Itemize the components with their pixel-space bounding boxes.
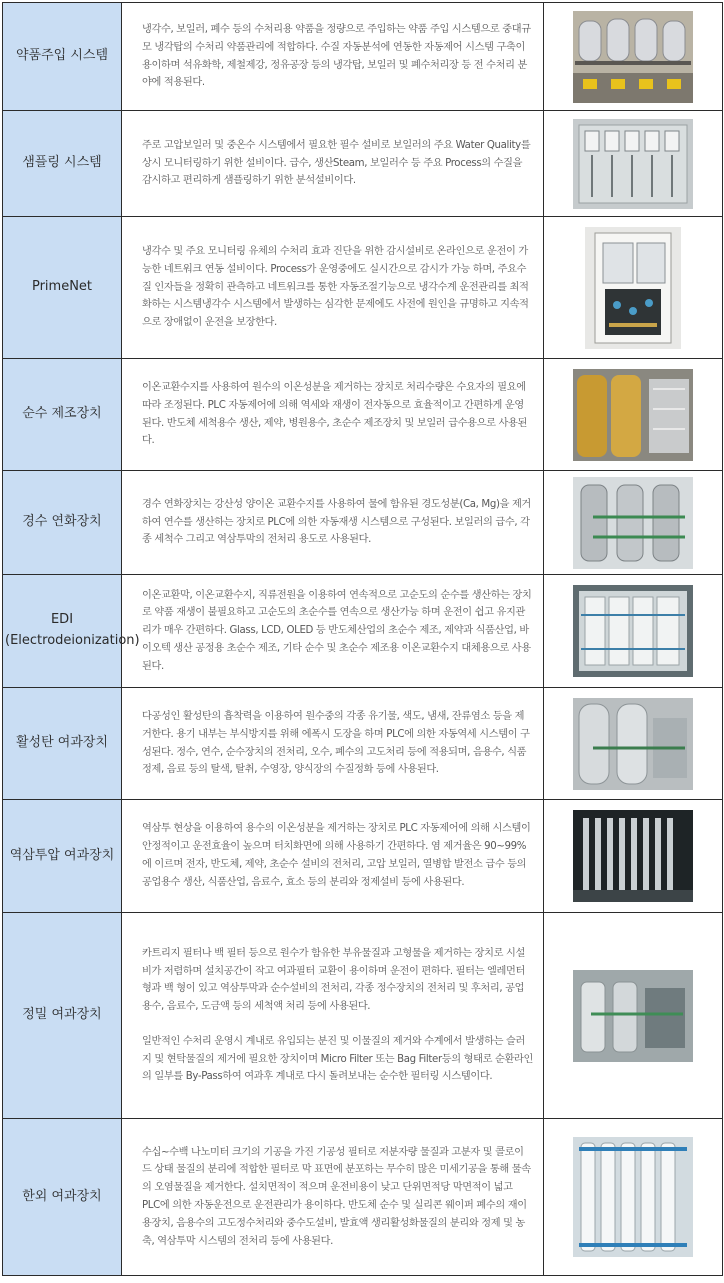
product-photo [544,800,723,913]
table-row [3,471,723,575]
product-photo [544,111,723,217]
pure-water-unit-photo [573,369,693,461]
product-name: 순수 제조장치 [3,359,122,471]
primenet-cabinet-photo [585,227,681,349]
product-description: 이온교환막, 이온교환수지, 직류전원을 이용하여 연속적으로 고순도의 순수를 생산하는 장치로 약품 재생이 불필요하고 고순도의 초순수를 연속으로 생산가능 하며 운전이 쉽고 유지관리가 매우 간편하다. Glass, LCD, OLED 등 반도체산업의 초순수 제조, 제약과 식품산업, 바이오텍 생산 공정용 초순수 제조, 기타 순수 및 초순수 제조용 이온교환수지 대체용으로 사용된다. [122,575,544,688]
product-photo [544,471,723,575]
product-name: 한외 여과장치 [3,1119,122,1276]
table-row [3,688,723,800]
product-name: 활성탄 여과장치 [3,688,122,800]
product-photo [544,359,723,471]
product-photo [544,3,723,111]
product-description: 이온교환수지를 사용하여 원수의 이온성분을 제거하는 장치로 처리수량은 수요자의 필요에 따라 조정된다. PLC 자동제어에 의해 역세와 재생이 전자동으로 효율적이고 간편하게 운영된다. 반도체 세척용수 생산, 제약, 병원용수, 초순수 제조장치 및 보일러 급수용으로 사용된다. [122,359,544,471]
product-name: 약품주입 시스템 [3,3,122,111]
precision-filter-photo [573,970,693,1062]
product-name: 정밀 여과장치 [3,913,122,1119]
product-description: 경수 연화장치는 강산성 양이온 교환수지를 사용하여 물에 함유된 경도성분(Ca, Mg)을 제거하여 연수를 생산하는 장치로 PLC에 의한 자동재생 시스템으로 구성된다. 보일러의 급수, 각종 세척수 그리고 역삼투막의 전처리 용도로 사용된다. [122,471,544,575]
table-row [3,1119,723,1276]
activated-carbon-filter-photo [573,698,693,790]
table-row [3,800,723,913]
product-name: PrimeNet [3,217,122,359]
product-description: 냉각수 및 주요 모니터링 유체의 수처리 효과 진단을 위한 감시설비로 온라인으로 운전이 가능한 네트워크 연동 설비이다. Process가 운영중에도 실시간으로 감시가 가능 하며, 주요수질 인자들을 정확히 관측하고 네트워크를 통한 자동조절기능으로 냉각수계 운전관리를 최적화하는 시스템냉각수 시스템에서 발생하는 심각한 문제에도 사전에 원인을 규명하고 지속적으로 장애없이 운전을 보장한다. [122,217,544,359]
water-softener-photo [573,477,693,569]
table-row [3,575,723,688]
product-photo [544,913,723,1119]
product-name: EDI (Electrodeionization) [3,575,122,688]
table-row [3,359,723,471]
sampling-system-photo [573,119,693,209]
table-row [3,217,723,359]
ultrafiltration-photo [573,1137,693,1257]
product-name: 샘플링 시스템 [3,111,122,217]
product-photo [544,217,723,359]
product-name: 역삼투압 여과장치 [3,800,122,913]
product-photo [544,688,723,800]
edi-unit-photo [573,585,693,677]
table-row [3,111,723,217]
product-name: 경수 연화장치 [3,471,122,575]
product-description: 주로 고압보일러 및 중온수 시스템에서 필요한 필수 설비로 보일러의 주요 Water Quality를 상시 모니터링하기 위한 설비이다. 급수, 생산Steam, 보일러수 등 주요 Process의 수질을 감시하고 편리하게 샘플링하기 위한 분석설비이다. [122,111,544,217]
product-description: 수십~수백 나노미터 크기의 기공을 가진 기공성 필터로 저분자량 물질과 고분자 및 콜로이드 상태 물질의 분리에 적합한 필터로 막 표면에 분포하는 무수히 많은 미세기공을 통해 물속의 오염물질을 제거한다. 설치면적이 적으며 운전비용이 낮고 단위면적당 막면적이 넓고 PLC에 의한 자동운전으로 운전관리가 용이하다. 반도체 순수 및 실리콘 웨이퍼 폐수의 재이용장치, 음용수의 고도정수처리와 중수도설비, 발효액 생리활성화물질의 분리와 정제 및 농축, 역삼투막 시스템의 전처리 등에 사용된다. [122,1119,544,1276]
product-table [2,2,723,1276]
product-description: 역삼투 현상을 이용하여 용수의 이온성분을 제거하는 장치로 PLC 자동제어에 의해 시스템이 안정적이고 운전효율이 높으며 터치화면에 의해 사용하기 간편하다. 염 제거율은 90~99%에 이르며 전자, 반도체, 제약, 초순수 설비의 전처리, 고압 보일러, 열병합 발전소 급수 등의 공업용수 생산, 식품산업, 음료수, 효소 등의 분리와 정제설비 등에 사용된다. [122,800,544,913]
product-description: 다공성인 활성탄의 흡착력을 이용하여 원수중의 각종 유기물, 색도, 냄새, 잔류염소 등을 제거한다. 용기 내부는 부식방지를 위해 에폭시 도장을 하며 PLC에 의한 자동역세 시스템이 구성된다. 정수, 연수, 순수장치의 전처리, 오수, 폐수의 고도처리 등에 적용되며, 음용수, 식품정제, 음료 등의 탈색, 탈취, 수영장, 양식장의 수질정화 등에 사용된다. [122,688,544,800]
product-photo [544,575,723,688]
product-photo [544,1119,723,1276]
chemical-dosing-system-photo [573,11,693,103]
table-row [3,3,723,111]
reverse-osmosis-photo [573,810,693,902]
table-row [3,913,723,1119]
product-description: 카트리지 필터나 백 필터 등으로 원수가 함유한 부유물질과 고형물을 제거하는 장치로 시설비가 저렴하며 설치공간이 작고 여과필터 교환이 용이하며 운전이 편하다. 필터는 엘레먼터 형과 백 형이 있고 역삼투막과 순수설비의 전처리, 각종 정수장치의 전처리 및 후처리, 공업용수, 음료수, 도금액 등의 세척액 처리 등에 사용된다. 일반적인 수처리 운영시 계내로 유입되는 분진 및 이물질의 제거와 수계에서 발생하는 슬러지 및 현탁물질의 제거에 필요한 장치이며 Micro Filter 또는 Bag Filter등의 형태로 순환라인의 일부를 By-Pass하여 여과후 계내로 다시 돌려보내는 순수한 필터링 시스템이다. [122,913,544,1119]
product-description: 냉각수, 보일러, 폐수 등의 수처리용 약품을 정량으로 주입하는 약품 주입 시스템으로 중대규모 냉각탑의 수처리 약품관리에 적합하다. 수질 자동분석에 연동한 자동제어 시스템 구축이 용이하며 석유화학, 제철제강, 정유공장 등의 냉각탑, 보일러 및 폐수처리장 등 전 수처리 분야에 적용된다. [122,3,544,111]
